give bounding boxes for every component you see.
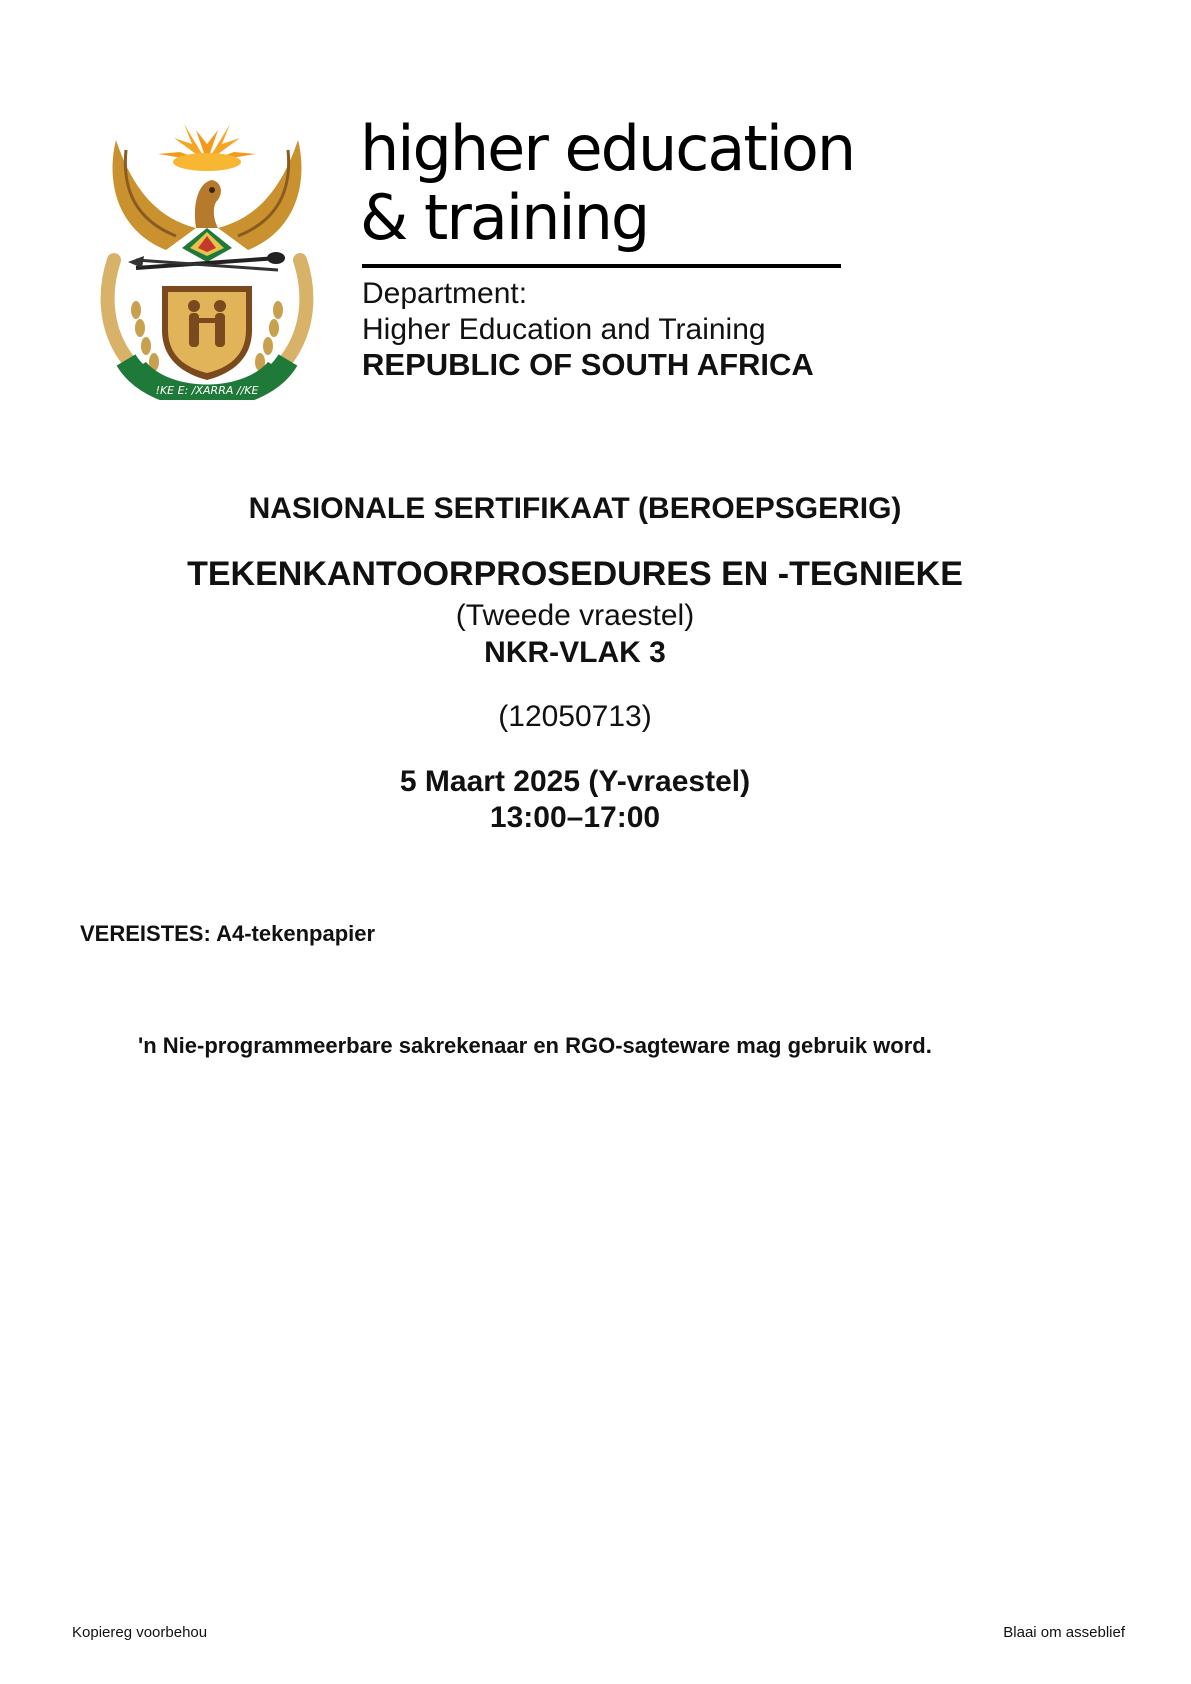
coat-of-arms-icon <box>96 110 318 400</box>
country-name: REPUBLIC OF SOUTH AFRICA <box>362 347 814 382</box>
department-label: Department: <box>362 277 528 310</box>
brand-divider <box>362 264 841 268</box>
certificate-title: NASIONALE SERTIFIKAAT (BEROEPSGERIG) <box>248 492 902 525</box>
brand-name-line2: & training <box>360 181 649 254</box>
requirements-note: VEREISTES: A4-tekenpapier <box>80 921 376 946</box>
exam-date: 5 Maart 2025 (Y-vraestel) <box>399 765 751 798</box>
subject-code: (12050713) <box>498 700 652 733</box>
nqf-level: NKR-VLAK 3 <box>484 636 666 669</box>
paper-number: (Tweede vraestel) <box>455 599 695 632</box>
calculator-note: 'n Nie-programmeerbare sakrekenaar en RGO-sagteware mag gebruik word. <box>138 1033 932 1058</box>
subject-title: TEKENKANTOORPROSEDURES EN -TEGNIEKE <box>187 555 963 593</box>
department-name: Higher Education and Training <box>362 313 766 346</box>
exam-time: 13:00–17:00 <box>489 801 661 834</box>
rising-sun-icon <box>158 124 256 171</box>
motto-text: !KE E: /XARRA //KE <box>155 384 259 397</box>
copyright-footer: Kopiereg voorbehou <box>72 1624 208 1641</box>
brand-name-line1: higher education <box>360 112 855 185</box>
turn-over-footer: Blaai om asseblief <box>1003 1624 1125 1641</box>
